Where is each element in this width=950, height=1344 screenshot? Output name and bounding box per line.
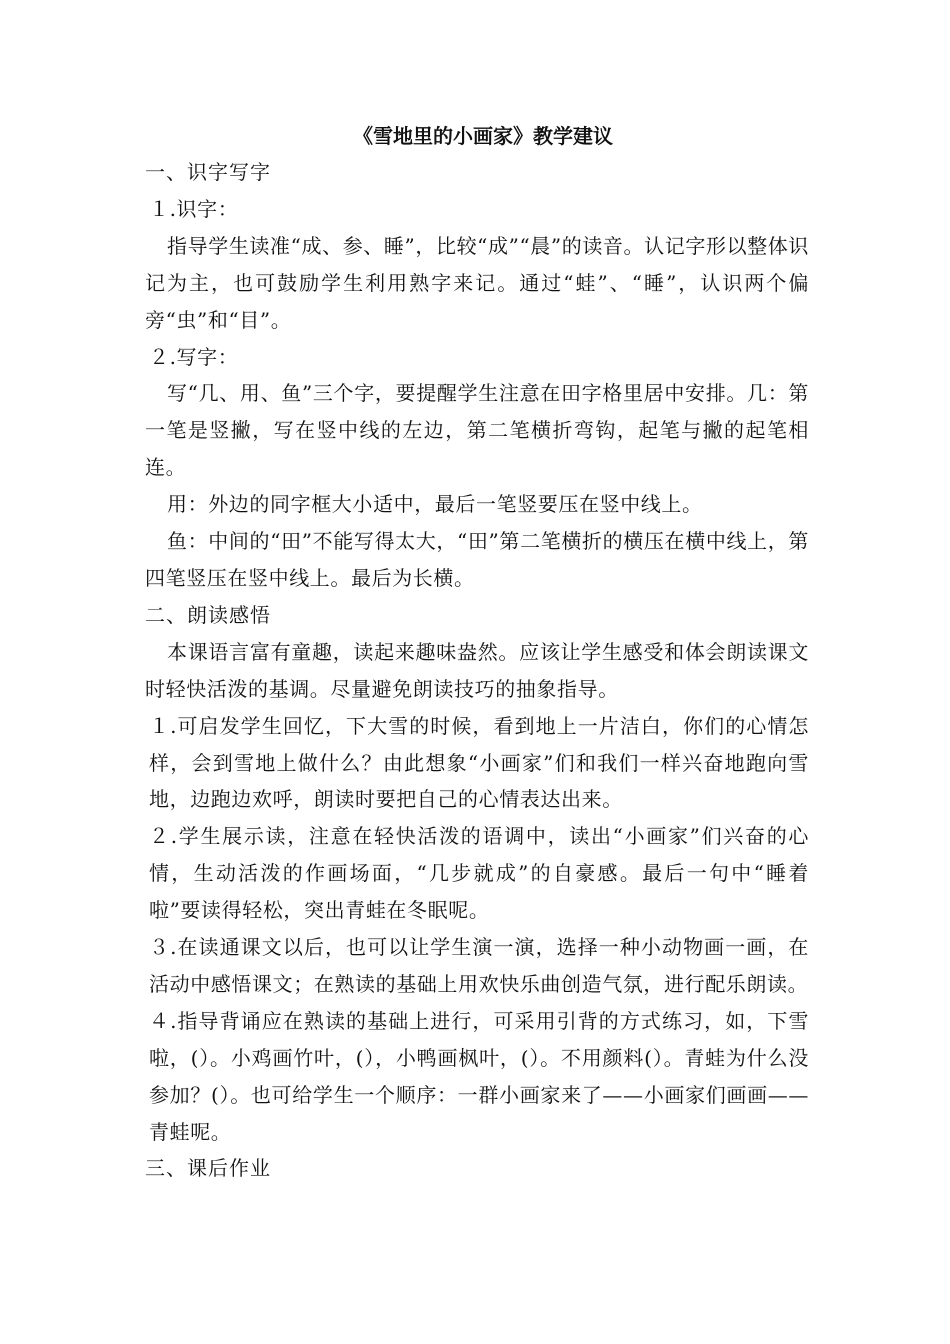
list-item-reading-1: １.可启发学生回忆，下大雪的时候，看到地上一片洁白，你们的心情怎样，会到雪地上做什么？由此想象“小画家”们和我们一样兴奋地跑向雪地，边跑边欢呼，朗读时要把自己的心情表达出来。 xyxy=(149,713,809,812)
list-item-reading-3: ３.在读通课文以后，也可以让学生演一演，选择一种小动物画一画，在活动中感悟课文；在熟读的基础上用欢快乐曲创造气氛，进行配乐朗读。 xyxy=(149,935,809,996)
document-page xyxy=(145,118,809,1187)
paragraph-writing-yu: 鱼：中间的“田”不能写得太大，“田”第二笔横折的横压在横中线上，第四笔竖压在竖中线上。最后为长横。 xyxy=(145,529,809,590)
paragraph-character-recognition: 指导学生读准“成、参、睡”，比较“成”“晨”的读音。认记字形以整体识记为主，也可鼓励学生利用熟字来记。通过“蛙”、“睡”，认识两个偏旁“虫”和“目”。 xyxy=(145,233,809,332)
list-item-reading-4: ４.指导背诵应在熟读的基础上进行，可采用引背的方式练习，如，下雪啦，(）。小鸡画竹叶，(），小鸭画枫叶，(）。不用颜料(）。青蛙为什么没参加？(）。也可给学生一个顺序：一群小画家来了——小画家们画画——青蛙呢。 xyxy=(149,1008,809,1144)
subheading-character-recognition: １.识字： xyxy=(149,196,239,221)
section-heading-literacy: 一、识字写字 xyxy=(145,160,271,184)
subheading-writing: ２.写字： xyxy=(149,344,239,369)
paragraph-reading-intro: 本课语言富有童趣，读起来趣味盎然。应该让学生感受和体会朗读课文时轻快活泼的基调。尽量避免朗读技巧的抽象指导。 xyxy=(145,639,809,701)
section-heading-reading: 二、朗读感悟 xyxy=(145,602,271,627)
paragraph-writing-intro: 写“几、用、鱼”三个字，要提醒学生注意在田字格里居中安排。几：第一笔是竖撇，写在竖中线的左边，第二笔横折弯钩，起笔与撇的起笔相连。 xyxy=(145,381,809,480)
section-heading-homework: 三、课后作业 xyxy=(145,1156,271,1181)
document-title: 《雪地里的小画家》教学建议 xyxy=(353,124,613,148)
paragraph-writing-yong: 用：外边的同字框大小适中，最后一笔竖要压在竖中线上。 xyxy=(167,492,703,517)
list-item-reading-2: ２.学生展示读，注意在轻快活泼的语调中，读出“小画家”们兴奋的心情，生动活泼的作画场面，“几步就成”的自豪感。最后一句中“睡着啦”要读得轻松，突出青蛙在冬眠呢。 xyxy=(149,824,809,923)
